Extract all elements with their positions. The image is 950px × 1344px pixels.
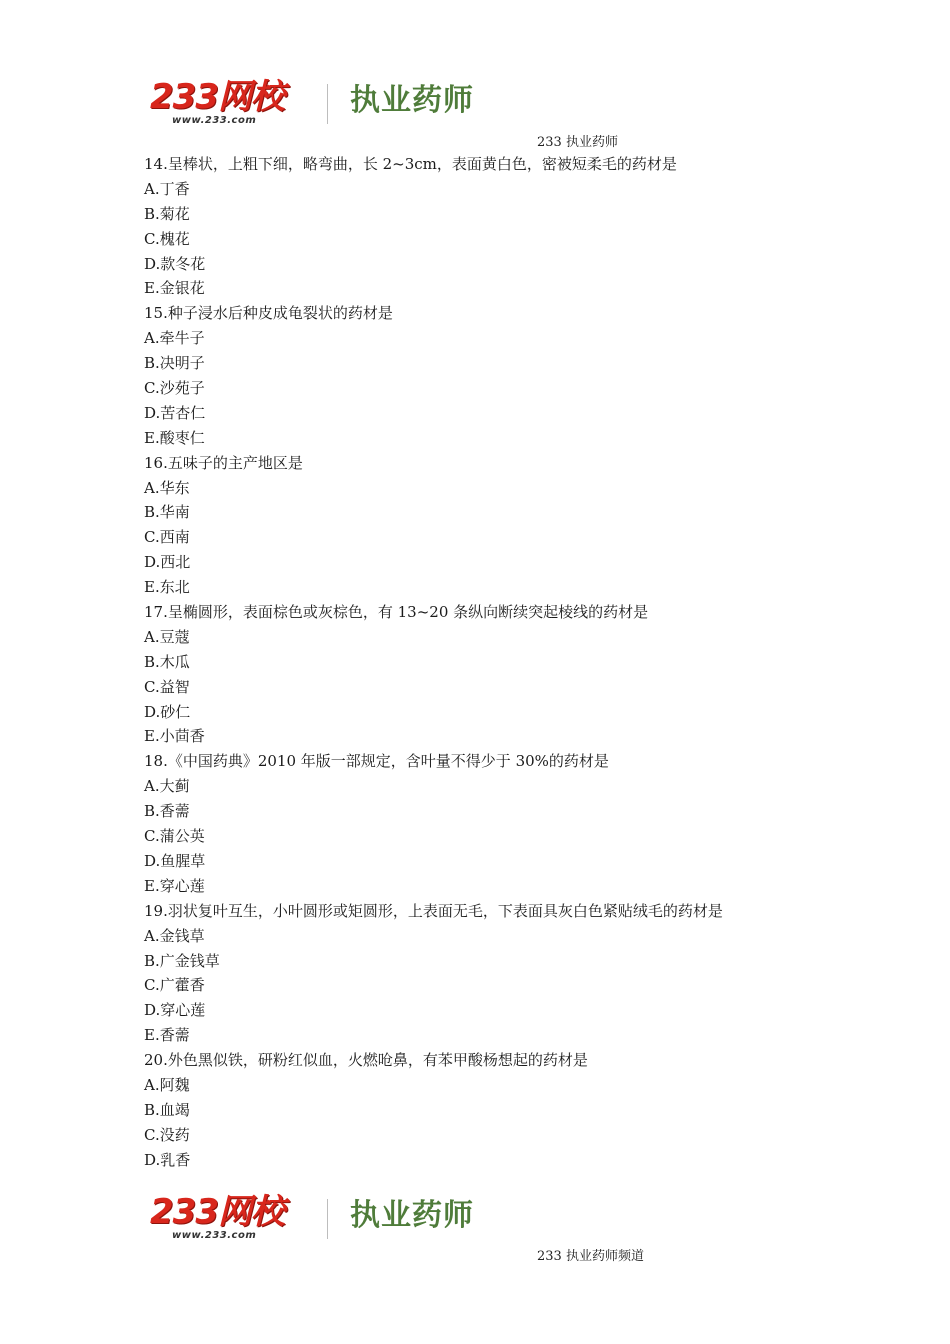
- option: B.决明子: [144, 354, 205, 373]
- logo-divider: [327, 1199, 328, 1239]
- question-18: [144, 749, 844, 898]
- option: C.沙苑子: [144, 379, 205, 398]
- question-list: [144, 152, 844, 1173]
- question-14: [144, 152, 844, 301]
- option: C.蒲公英: [144, 827, 205, 846]
- logo-url: www.233.com: [172, 115, 257, 126]
- option: D.苦杏仁: [144, 403, 206, 422]
- option: B.血竭: [144, 1100, 190, 1119]
- option: A.阿魏: [144, 1075, 190, 1094]
- option: D.鱼腥草: [144, 851, 206, 870]
- logo-wordmark: 233网校: [150, 1192, 284, 1232]
- option: E.小茴香: [144, 727, 205, 746]
- option: B.华南: [144, 503, 190, 522]
- question-stem: 14.呈棒状，上粗下细，略弯曲，长 2~3cm，表面黄白色，密被短柔毛的药材是: [144, 155, 677, 173]
- logo-url: www.233.com: [172, 1230, 257, 1241]
- footer-logo: [150, 1192, 490, 1245]
- option: A.豆蔻: [144, 627, 190, 646]
- option: E.香薷: [144, 1026, 190, 1045]
- question-stem: 18.《中国药典》2010 年版一部规定，含叶量不得少于 30%的药材是: [144, 752, 609, 771]
- question-stem: 17.呈椭圆形，表面棕色或灰棕色，有 13~20 条纵向断续突起棱线的药材是: [144, 603, 649, 622]
- logo-subtitle: 执业药师: [350, 1198, 474, 1233]
- option: D.款冬花: [144, 254, 206, 273]
- option: E.酸枣仁: [144, 428, 205, 447]
- question-16: [144, 451, 844, 600]
- option: D.乳香: [144, 1150, 191, 1169]
- option: B.香薷: [144, 802, 190, 821]
- question-stem: 16.五味子的主产地区是: [144, 453, 303, 472]
- option: A.大蓟: [144, 777, 190, 796]
- question-15: [144, 301, 844, 450]
- option: A.牵牛子: [144, 329, 205, 348]
- option: C.槐花: [144, 229, 190, 248]
- option: A.丁香: [144, 179, 190, 198]
- option: A.金钱草: [144, 926, 205, 945]
- option: C.西南: [144, 528, 190, 547]
- question-17: [144, 600, 844, 749]
- option: E.金银花: [144, 279, 205, 298]
- question-stem: 20.外色黑似铁，研粉红似血，火燃呛鼻，有苯甲酸杨想起的药材是: [144, 1051, 588, 1070]
- header-caption: 233 执业药师: [537, 135, 618, 150]
- option: C.广藿香: [144, 976, 205, 995]
- option: E.穿心莲: [144, 876, 205, 895]
- option: D.西北: [144, 553, 191, 572]
- option: E.东北: [144, 578, 190, 597]
- option: D.砂仁: [144, 702, 191, 721]
- logo-wordmark: 233网校: [150, 77, 284, 117]
- logo-divider: [327, 84, 328, 124]
- logo-subtitle: 执业药师: [350, 83, 474, 118]
- option: A.华东: [144, 478, 190, 497]
- option: C.没药: [144, 1125, 190, 1144]
- question-20: [144, 1048, 844, 1172]
- option: C.益智: [144, 677, 190, 696]
- option: B.菊花: [144, 204, 190, 223]
- question-stem: 19.羽状复叶互生，小叶圆形或矩圆形，上表面无毛，下表面具灰白色紧贴绒毛的药材是: [144, 901, 723, 920]
- header-logo: [150, 77, 490, 130]
- footer-caption: 233 执业药师频道: [537, 1249, 644, 1264]
- question-stem: 15.种子浸水后种皮成龟裂状的药材是: [144, 304, 393, 323]
- question-19: [144, 899, 844, 1048]
- option: B.木瓜: [144, 652, 190, 671]
- option: D.穿心莲: [144, 1001, 206, 1020]
- option: B.广金钱草: [144, 951, 220, 970]
